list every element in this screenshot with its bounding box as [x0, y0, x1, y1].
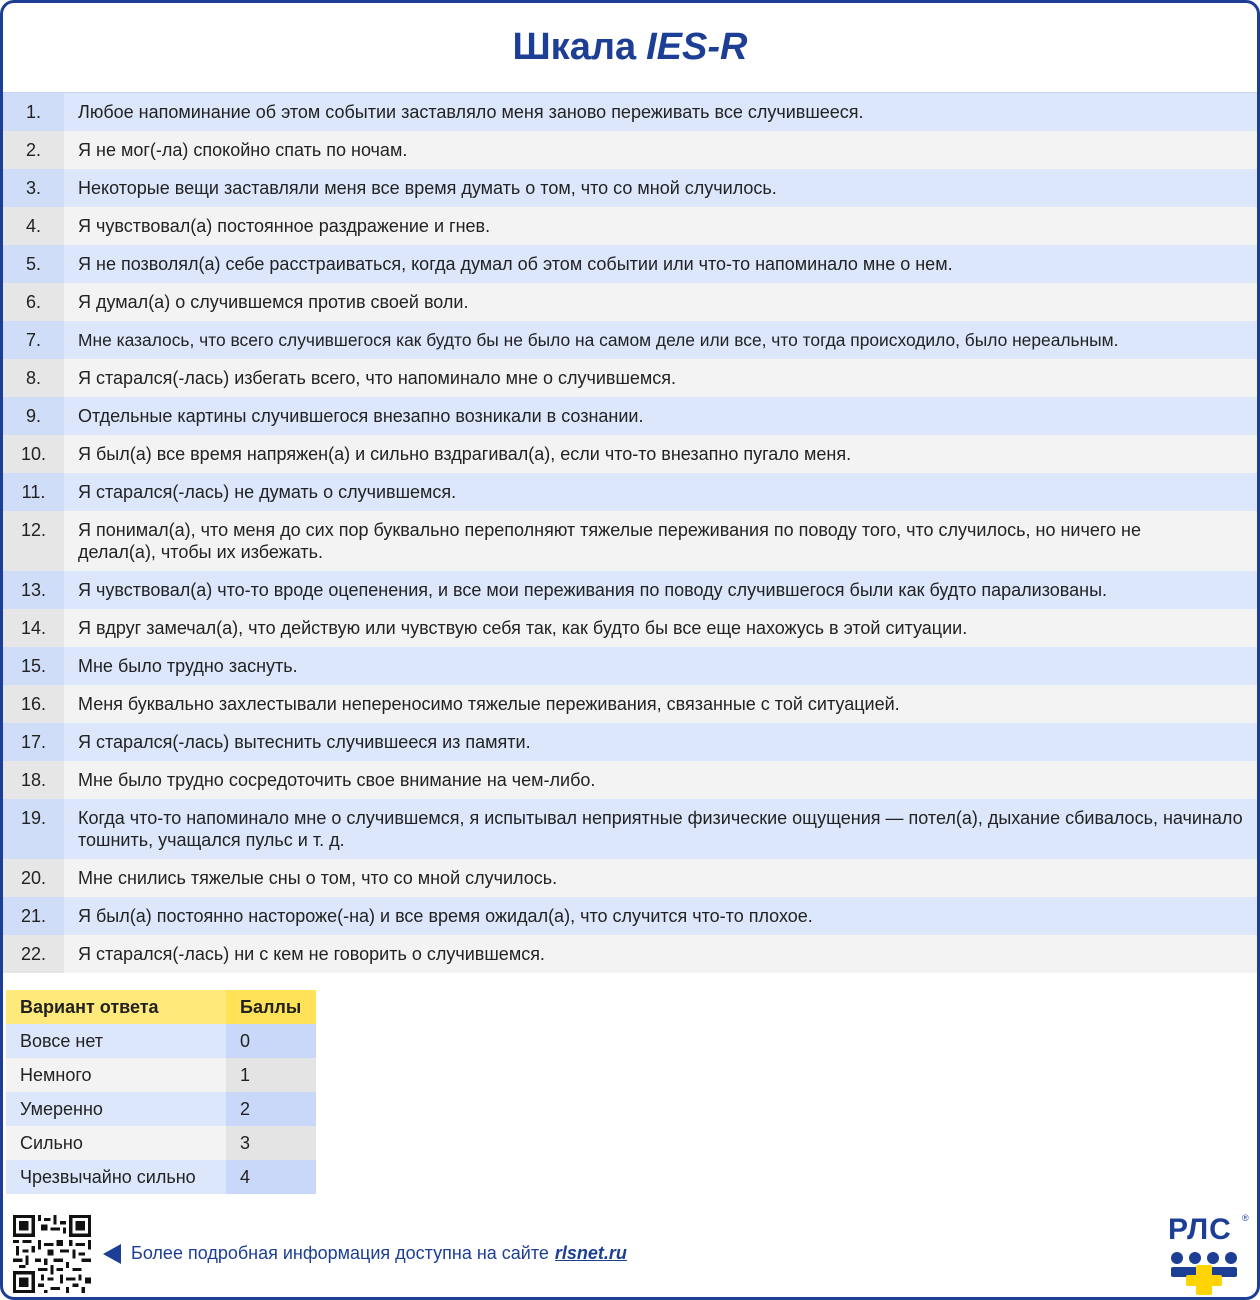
item-text: Я вдруг замечал(а), что действую или чувствую себя так, как будто бы все еще нахожусь в этой ситуации. [64, 609, 1257, 647]
item-text: Я был(а) постоянно настороже(-на) и все время ожидал(а), что случится что-то плохое. [64, 897, 1257, 935]
item-text: Я старался(-лась) вытеснить случившееся из памяти. [64, 723, 1257, 761]
item-number: 14. [3, 609, 64, 647]
points-cell: 4 [226, 1160, 316, 1194]
points-column-header: Баллы [226, 990, 316, 1024]
item-text: Я понимал(а), что меня до сих пор буквально переполняют тяжелые переживания по поводу того, что случилось, но ничего не делал(а), чтобы их избежать. [64, 511, 1257, 571]
list-item [3, 93, 1257, 131]
arrow-left-icon [103, 1244, 121, 1264]
item-text: Я старался(-лась) избегать всего, что напоминало мне о случившемся. [64, 359, 1257, 397]
item-number: 16. [3, 685, 64, 723]
item-text: Я старался(-лась) не думать о случившемся. [64, 473, 1257, 511]
item-number: 5. [3, 245, 64, 283]
footer-note [103, 1243, 627, 1264]
item-number: 1. [3, 93, 64, 131]
logo-registered-mark: ® [1242, 1213, 1249, 1223]
item-text: Некоторые вещи заставляли меня все время думать о том, что со мной случилось. [64, 169, 1257, 207]
item-number: 12. [3, 511, 64, 571]
list-item [3, 207, 1257, 245]
list-item [3, 799, 1257, 859]
item-number: 8. [3, 359, 64, 397]
item-text: Мне было трудно заснуть. [64, 647, 1257, 685]
qr-code-icon[interactable] [13, 1215, 91, 1293]
list-item [3, 935, 1257, 973]
item-number: 9. [3, 397, 64, 435]
item-number: 17. [3, 723, 64, 761]
item-text: Мне снились тяжелые сны о том, что со мной случилось. [64, 859, 1257, 897]
table-row [6, 1024, 316, 1058]
list-item [3, 473, 1257, 511]
list-item [3, 723, 1257, 761]
item-number: 20. [3, 859, 64, 897]
item-text: Меня буквально захлестывали непереносимо тяжелые переживания, связанные с той ситуацией. [64, 685, 1257, 723]
list-item [3, 169, 1257, 207]
list-item [3, 897, 1257, 935]
logo-text: РЛС [1168, 1213, 1232, 1246]
item-text: Я чувствовал(а) что-то вроде оцепенения, и все мои переживания по поводу случившегося были как будто парализованы. [64, 571, 1257, 609]
title-italic: IES-R [646, 26, 748, 68]
rls-logo [1168, 1213, 1250, 1295]
table-row [6, 1092, 316, 1126]
item-text: Любое напоминание об этом событии заставляло меня заново переживать все случившееся. [64, 93, 1257, 131]
site-link[interactable]: rlsnet.ru [554, 1243, 627, 1263]
item-number: 13. [3, 571, 64, 609]
table-row [6, 1160, 316, 1194]
item-number: 10. [3, 435, 64, 473]
list-item [3, 245, 1257, 283]
item-number: 2. [3, 131, 64, 169]
list-item [3, 359, 1257, 397]
list-item [3, 859, 1257, 897]
item-text: Я чувствовал(а) постоянное раздражение и гнев. [64, 207, 1257, 245]
list-item [3, 685, 1257, 723]
item-number: 22. [3, 935, 64, 973]
item-number: 21. [3, 897, 64, 935]
title-main: Шкала [512, 26, 637, 68]
list-item [3, 397, 1257, 435]
questionnaire-list [3, 93, 1257, 973]
list-item [3, 647, 1257, 685]
points-cell: 3 [226, 1126, 316, 1160]
item-number: 7. [3, 321, 64, 359]
item-text: Я был(а) все время напряжен(а) и сильно вздрагивал(а), если что-то внезапно пугало меня. [64, 435, 1257, 473]
answer-cell: Умеренно [6, 1092, 226, 1126]
answer-cell: Чрезвычайно сильно [6, 1160, 226, 1194]
answer-cell: Немного [6, 1058, 226, 1092]
table-row [6, 1126, 316, 1160]
list-item [3, 761, 1257, 799]
item-text: Мне казалось, что всего случившегося как будто бы не было на самом деле или все, что тогда происходило, было нереальным. [64, 321, 1257, 359]
answer-cell: Сильно [6, 1126, 226, 1160]
page-title [3, 3, 1257, 93]
points-cell: 2 [226, 1092, 316, 1126]
item-number: 19. [3, 799, 64, 859]
list-item [3, 511, 1257, 571]
scores-header-row [6, 990, 316, 1024]
logo-people-cross-icon [1168, 1251, 1250, 1295]
list-item [3, 609, 1257, 647]
item-text: Когда что-то напоминало мне о случившемся, я испытывал неприятные физические ощущения — потел(а), дыхание сбивалось, начинало тошнить, учащался пульс и т. д. [64, 799, 1257, 859]
list-item [3, 321, 1257, 359]
scores-table [6, 990, 316, 1194]
answer-column-header: Вариант ответа [6, 990, 226, 1024]
points-cell: 1 [226, 1058, 316, 1092]
answer-cell: Вовсе нет [6, 1024, 226, 1058]
table-row [6, 1058, 316, 1092]
list-item [3, 435, 1257, 473]
list-item [3, 283, 1257, 321]
item-number: 11. [3, 473, 64, 511]
item-number: 6. [3, 283, 64, 321]
footer-note-text: Более подробная информация доступна на сайте [131, 1243, 549, 1263]
item-text: Отдельные картины случившегося внезапно возникали в сознании. [64, 397, 1257, 435]
item-number: 18. [3, 761, 64, 799]
item-number: 4. [3, 207, 64, 245]
item-number: 3. [3, 169, 64, 207]
list-item [3, 571, 1257, 609]
points-cell: 0 [226, 1024, 316, 1058]
list-item [3, 131, 1257, 169]
item-text: Я старался(-лась) ни с кем не говорить о случившемся. [64, 935, 1257, 973]
item-text: Мне было трудно сосредоточить свое внимание на чем-либо. [64, 761, 1257, 799]
item-text: Я не позволял(а) себе расстраиваться, когда думал об этом событии или что-то напоминало мне о нем. [64, 245, 1257, 283]
item-number: 15. [3, 647, 64, 685]
item-text: Я думал(а) о случившемся против своей воли. [64, 283, 1257, 321]
item-text: Я не мог(-ла) спокойно спать по ночам. [64, 131, 1257, 169]
